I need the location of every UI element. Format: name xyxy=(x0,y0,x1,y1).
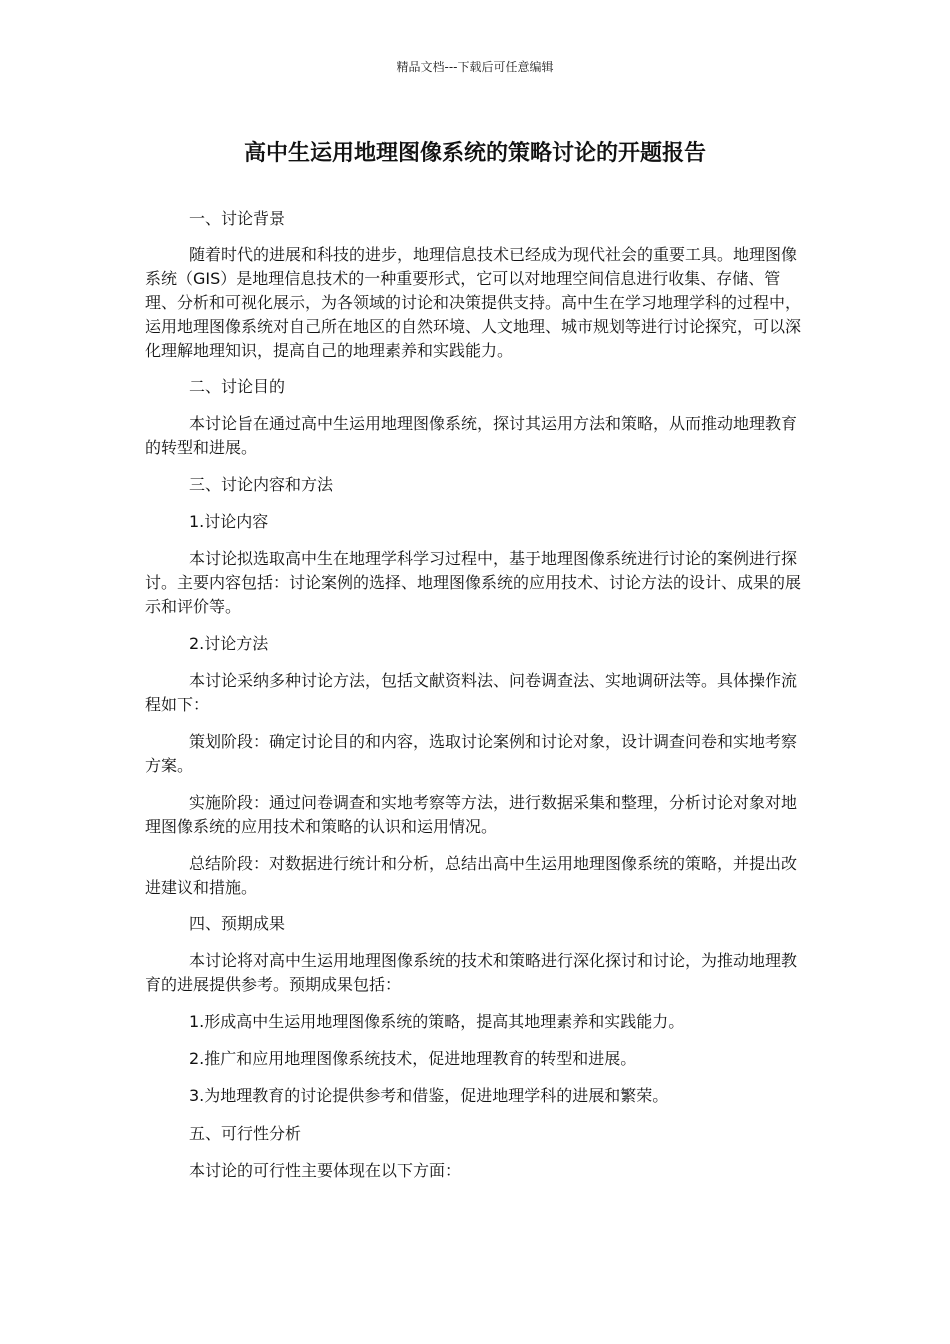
paragraph-planning-stage: 策划阶段：确定讨论目的和内容，选取讨论案例和讨论对象，设计调查问卷和实地考察方案。 xyxy=(145,732,798,775)
list-item-result-2: 2.推广和应用地理图像系统技术，促进地理教育的转型和进展。 xyxy=(189,1049,637,1068)
paragraph-background: 随着时代的进展和科技的进步，地理信息技术已经成为现代社会的重要工具。地理图像系统（GIS）是地理信息技术的一种重要形式，它可以对地理空间信息进行收集、存储、管理、分析和可视化展示，为各领域的讨论和决策提供支持。高中生在学习地理学科的过程中，运用地理图像系统对自己所在地区的自然环境、人文地理、城市规划等进行讨论探究，可以深化理解地理知识，提高自己的地理素养和实践能力。 xyxy=(145,245,802,360)
list-item-result-1: 1.形成高中生运用地理图像系统的策略，提高其地理素养和实践能力。 xyxy=(189,1012,685,1031)
paragraph-expected-results: 本讨论将对高中生运用地理图像系统的技术和策略进行深化探讨和讨论，为推动地理教育的进展提供参考。预期成果包括： xyxy=(145,951,798,994)
list-item-result-3: 3.为地理教育的讨论提供参考和借鉴，促进地理学科的进展和繁荣。 xyxy=(189,1086,669,1105)
paragraph-summary-stage: 总结阶段：对数据进行统计和分析，总结出高中生运用地理图像系统的策略，并提出改进建议和措施。 xyxy=(145,854,798,897)
section-heading-content-methods: 三、讨论内容和方法 xyxy=(189,475,334,494)
section-heading-purpose: 二、讨论目的 xyxy=(189,377,286,396)
paragraph-content: 本讨论拟选取高中生在地理学科学习过程中，基于地理图像系统进行讨论的案例进行探讨。主要内容包括：讨论案例的选择、地理图像系统的应用技术、讨论方法的设计、成果的展示和评价等。 xyxy=(145,549,802,616)
subheading-content: 1.讨论内容 xyxy=(189,512,269,531)
paragraph-methods: 本讨论采纳多种讨论方法，包括文献资料法、问卷调查法、实地调研法等。具体操作流程如下： xyxy=(145,671,798,714)
section-heading-expected-results: 四、预期成果 xyxy=(189,914,286,933)
section-heading-feasibility: 五、可行性分析 xyxy=(189,1124,302,1143)
subheading-methods: 2.讨论方法 xyxy=(189,634,269,653)
section-heading-background: 一、讨论背景 xyxy=(189,209,286,228)
paragraph-implementation-stage: 实施阶段：通过问卷调查和实地考察等方法，进行数据采集和整理，分析讨论对象对地理图像系统的应用技术和策略的认识和运用情况。 xyxy=(145,793,798,836)
page-header: 精品文档---下载后可任意编辑 xyxy=(396,60,554,74)
paragraph-purpose: 本讨论旨在通过高中生运用地理图像系统，探讨其运用方法和策略，从而推动地理教育的转型和进展。 xyxy=(145,414,798,457)
paragraph-feasibility: 本讨论的可行性主要体现在以下方面： xyxy=(189,1161,462,1180)
document-title: 高中生运用地理图像系统的策略讨论的开题报告 xyxy=(243,141,706,166)
